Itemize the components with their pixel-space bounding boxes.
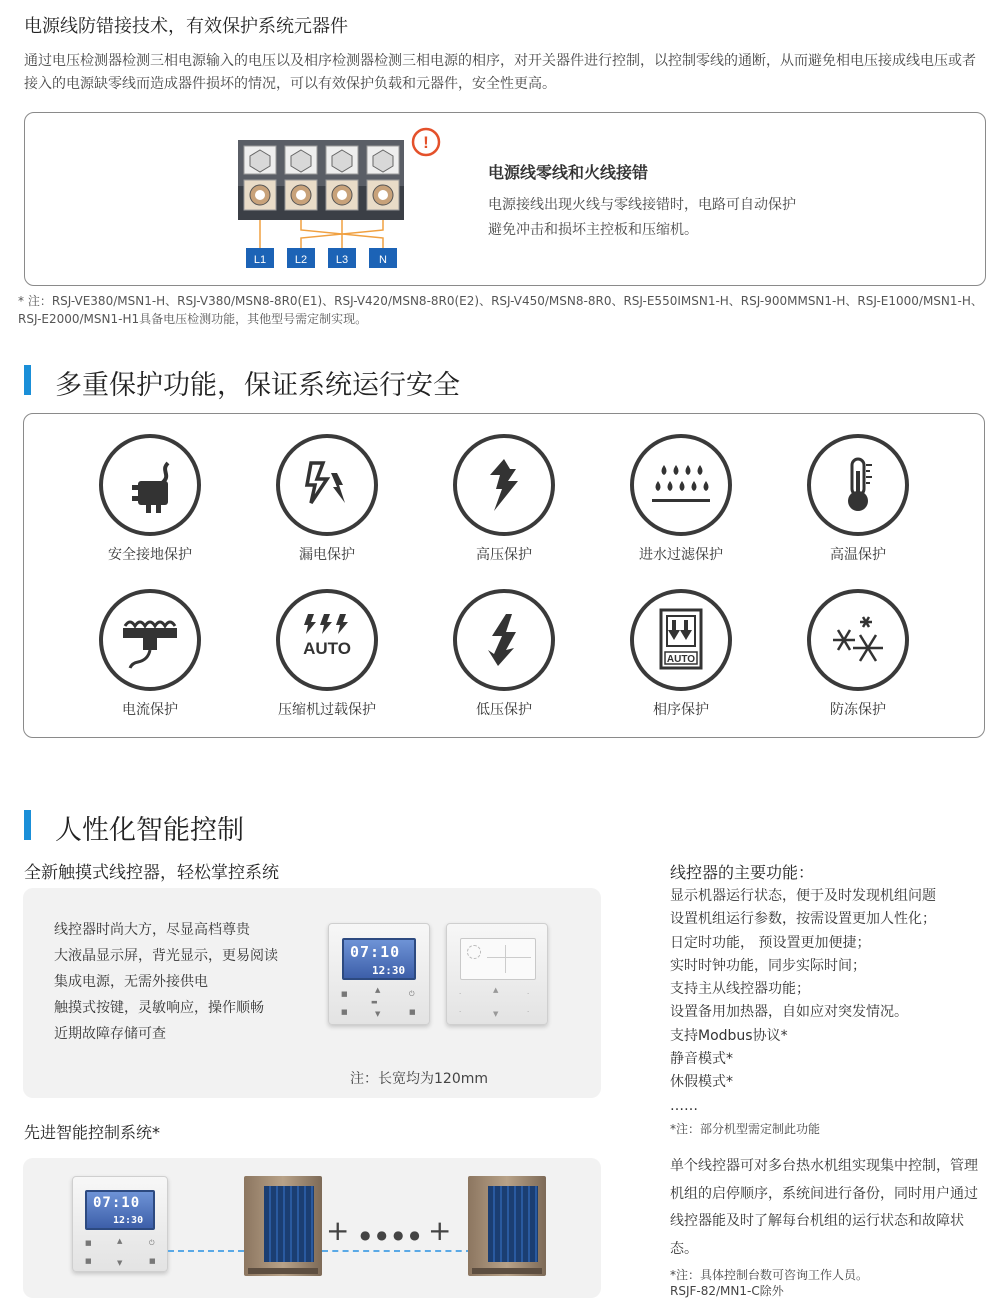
system-lcd [85, 1190, 155, 1230]
protection-item-current [65, 589, 235, 719]
high-voltage-bolt-icon [453, 434, 555, 536]
protection-label: 低压保护 [476, 702, 532, 718]
wire-controller-blue [328, 923, 430, 1025]
wiring-error-text: 电源接线出现火线与零线接错时，电路可自动保护避免冲击和损坏主控板和压缩机。 [488, 197, 796, 238]
warning-icon [413, 129, 439, 155]
unit-grille [488, 1186, 538, 1262]
auto-text: AUTO [666, 654, 696, 665]
leakage-bolt-icon [276, 434, 378, 536]
function-item: 显示机器运行状态，便于及时发现机组问题 [670, 888, 936, 904]
controller-buttons: ■ ▲ ⏻ ▬ ■ ▼ ■ [341, 986, 416, 1018]
terminal-n: N [379, 254, 387, 266]
section1-description: 通过电压检测器检测三相电源输入的电压以及相序检测器检测三相电源的相序，对开关器件进行控制，以控制零线的通断，从而避免相电压接成线电压或者接入的电源缺零线而造成器件损坏的情况，可以有效保护负载和元器件，安全性更高。 [24, 53, 976, 92]
phase-order-icon [630, 589, 732, 691]
protection-label: 相序保护 [653, 702, 709, 718]
wiring-error-heading: 电源线零线和火线接错 [488, 163, 649, 182]
protection-item-high-temp [773, 434, 943, 564]
ellipsis-dots: ●●●● [360, 1228, 426, 1242]
voltage-detect-note: * 注：RSJ-VE380/MSN1-H、RSJ-V380/MSN8-8R0(E1)、RSJ-V420/MSN8-8R0(E2)、RSJ-V450/MSN8-8R0、RSJ-E550IMSN1-H、RSJ-900MMSN1-H、RSJ-E1000/MSN1-H、RSJ-E2000/MSN1-H1具备电压检测功能，其他型号需定制实现。 [18, 294, 983, 326]
controller-buttons-white: · ▲ · · ▼ · [459, 986, 530, 1018]
control-count-note-line2: RSJF-82/MN1-C除外 [670, 1284, 784, 1298]
function-item: 支持主从线控器功能； [670, 981, 810, 998]
system-lcd-clock: 12:30 [113, 1215, 144, 1226]
control-count-note [670, 1267, 990, 1299]
protection-label: 防冻保护 [830, 702, 886, 718]
lcd-display [342, 938, 416, 980]
function-note: *注：部分机型需定制此功能 [670, 1121, 821, 1136]
unit-grille [264, 1186, 314, 1262]
terminal-block-diagram [230, 126, 450, 272]
system-controller [72, 1176, 168, 1272]
auto-bolts-icon [276, 589, 378, 691]
function-list-title: 线控器的主要功能： [670, 863, 815, 882]
feature-item: 集成电源，无需外接供电 [54, 974, 208, 990]
water-drops-icon [630, 434, 732, 536]
function-item: 实时时钟功能，同步实际时间； [670, 957, 866, 974]
section1-title: 电源线防错接技术，有效保护系统元器件 [24, 16, 348, 37]
plus-sign-right: + [428, 1214, 452, 1247]
plus-sign-left: + [326, 1214, 350, 1247]
terminal-l3: L3 [335, 254, 349, 266]
section2-title: 多重保护功能，保证系统运行安全 [55, 370, 460, 401]
controller-size-note: 注：长宽均为120mm [350, 1071, 488, 1087]
function-item: 设置机组运行参数，按需设置更加人性化； [670, 911, 936, 928]
protection-label: 高压保护 [476, 547, 532, 563]
function-item: 支持Modbus协议* [670, 1027, 788, 1044]
central-control-paragraph: 单个线控器可对多台热水机组实现集中控制，管理机组的启停顺序，系统间进行备份，同时用户通过线控器能及时了解每台机组的运行状态和故障状态。 [670, 1158, 978, 1257]
protection-label: 漏电保护 [299, 547, 355, 563]
control-count-note-line1: *注：具体控制台数可咨询工作人员。 [670, 1268, 869, 1282]
snowflake-icon [807, 589, 909, 691]
protection-label: 压缩机过载保护 [278, 702, 376, 718]
thermometer-icon [807, 434, 909, 536]
wire-controller-white [446, 923, 548, 1025]
feature-item: 触摸式按键，灵敏响应，操作顺畅 [54, 1000, 264, 1016]
protection-item-antifreeze [773, 589, 943, 719]
terminal-l1: L1 [253, 254, 267, 266]
protection-label: 安全接地保护 [108, 547, 192, 563]
function-item: 休假模式* [670, 1074, 733, 1091]
lcd-temp: 07:10 [350, 943, 401, 961]
feature-item: 线控器时尚大方，尽显高档尊贵 [54, 922, 250, 938]
system-lcd-temp: 07:10 [93, 1195, 141, 1211]
function-item: 设置备用加热器，自如应对突发情况。 [670, 1004, 908, 1021]
protection-item-grounding [65, 434, 235, 564]
system-controller-buttons: ■ ▲ ⏻ ■ ▼ ■ [85, 1237, 156, 1267]
protection-item-compressor-overload [242, 589, 412, 719]
lcd-clock: 12:30 [372, 964, 406, 977]
low-voltage-bolt-icon [453, 589, 555, 691]
wires [260, 220, 383, 248]
function-item: 静音模式* [670, 1051, 733, 1068]
auto-text: AUTO [303, 639, 351, 658]
protection-label: 电流保护 [122, 702, 178, 718]
controller-feature-list [54, 917, 324, 1047]
protection-item-high-voltage [419, 434, 589, 564]
feature-item: 近期故障存储可查 [54, 1026, 166, 1042]
svg-text:!: ! [423, 133, 429, 152]
current-heater-icon [99, 589, 201, 691]
lcd-display-white [460, 938, 536, 980]
feature-item: 大液晶显示屏，背光显示，更易阅读 [54, 948, 278, 964]
protection-item-phase-order [596, 589, 766, 719]
touch-controller-subtitle: 全新触摸式线控器，轻松掌控系统 [24, 863, 279, 883]
protection-item-low-voltage [419, 589, 589, 719]
smart-system-subtitle: 先进智能控制系统* [24, 1123, 161, 1142]
unit-link-line [322, 1250, 472, 1252]
protection-label: 进水过滤保护 [639, 547, 723, 563]
terminal-l2: L2 [294, 254, 308, 266]
section3-title: 人性化智能控制 [55, 815, 244, 846]
protection-item-water-filter [596, 434, 766, 564]
function-item: …… [670, 1097, 698, 1114]
heat-pump-unit-1 [244, 1176, 322, 1276]
controller-link-line [168, 1250, 244, 1252]
function-list [670, 885, 990, 1141]
heat-pump-unit-2 [468, 1176, 546, 1276]
protection-label: 高温保护 [830, 547, 886, 563]
protection-item-leakage [242, 434, 412, 564]
function-item: 日定时功能， 预设置更加便捷； [670, 934, 871, 951]
plug-icon [99, 434, 201, 536]
section2-accent-bar [24, 365, 31, 395]
section3-accent-bar [24, 810, 31, 840]
